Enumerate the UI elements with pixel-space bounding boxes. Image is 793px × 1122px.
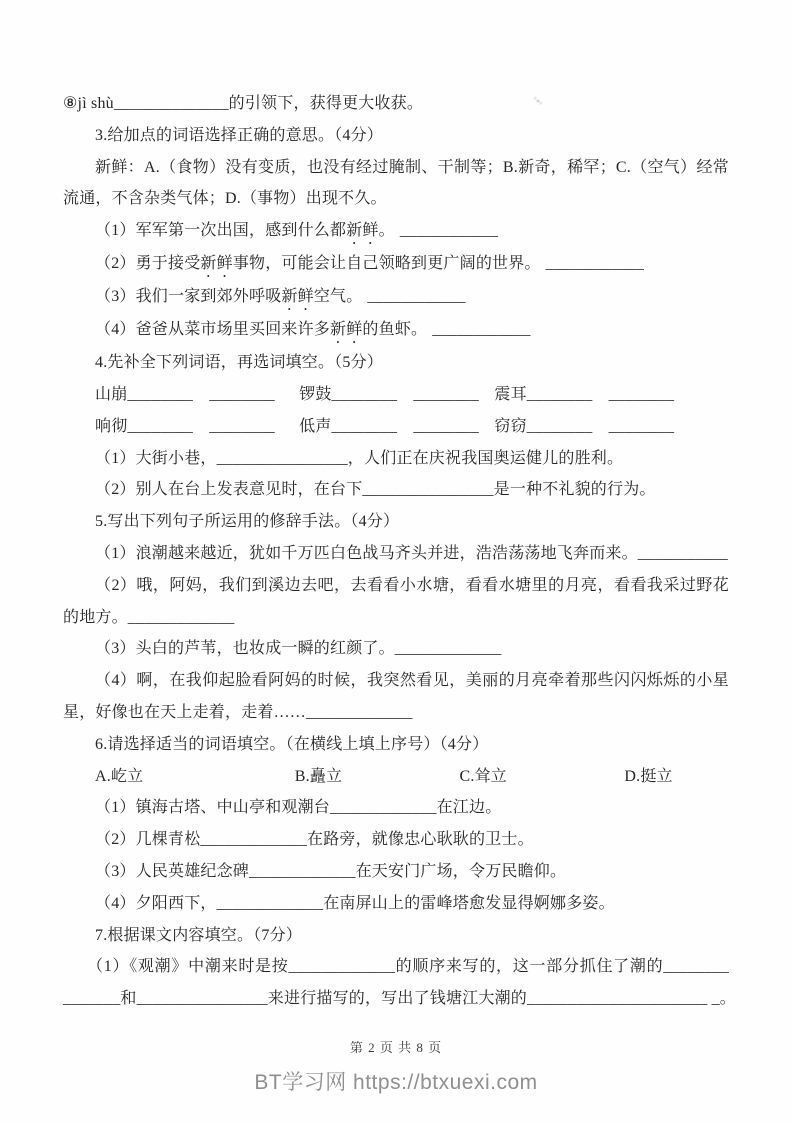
q5-item-4-line-2: 星，好像也在天上走着，走着……_____________ <box>63 703 413 721</box>
q6-item-4: （4）夕阳西下，_____________在南屏山上的雷峰塔愈发显得婀娜多姿。 <box>95 894 615 912</box>
q3-item-4-emphasized-word: 新鲜 <box>330 321 363 339</box>
q4-word-row-1 <box>63 379 729 411</box>
q6-option-a: A.屹立 <box>95 767 144 785</box>
q5-item-4-line-1: （4）啊，在我仰起脸看阿妈的时候，我突然看见，美丽的月亮牵着那些闪闪烁烁的小星 <box>95 672 729 690</box>
watermark: BT学习网 https://btxuexi.com <box>254 1070 538 1094</box>
q4-item-2: （2）别人在台上发表意见时，在台下________________是一种不礼貌的行为。 <box>95 481 656 499</box>
q6-item-3: （3）人民英雄纪念碑_____________在天安门广场，令万民瞻仰。 <box>95 862 567 880</box>
q3-item-3-answer-blank: ____________ <box>367 288 466 306</box>
q6-title: 6.请选择适当的词语填空。（在横线上填上序号）（4分） <box>95 735 489 753</box>
q6-option-d: D.挺立 <box>624 767 673 785</box>
q6-item-1: （1）镇海古塔、中山亭和观潮台_____________在江边。 <box>95 799 502 817</box>
q3-item-2-text: （2）勇于接受 <box>95 255 201 273</box>
q3-item-1-text-after: 。 <box>378 222 395 240</box>
q6-option-c: C.耸立 <box>459 767 508 785</box>
q3-item-4-text-after: 的鱼虾。 <box>362 321 428 339</box>
q5-item-2-line-2: 的地方。_____________ <box>63 608 235 626</box>
q3-item-3-emphasized-word: 新鲜 <box>281 288 314 306</box>
q3-item-4-answer-blank: ____________ <box>432 321 531 339</box>
q3-definition-line-1: 新鲜：A.（食物）没有变质，也没有经过腌制、干制等；B.新奇，稀罕；C.（空气）经常 <box>95 158 729 176</box>
q4-group-zhener: 震耳________ ________ <box>494 385 675 403</box>
q5-item-3: （3）头白的芦苇，也妆成一瞬的红颜了。_____________ <box>95 640 502 658</box>
q7-title: 7.根据课文内容填空。（7分） <box>95 926 303 944</box>
q4-group-qieqie: 窃窃________ ________ <box>494 417 675 435</box>
q4-word-row-2 <box>63 411 729 443</box>
q3-item-4-text: （4）爸爸从菜市场里买回来许多 <box>95 321 331 339</box>
q3-item-2-emphasized-word: 新鲜 <box>200 255 233 273</box>
q4-item-1: （1）大街小巷，________________，人们正在庆祝我国奥运健儿的胜利。 <box>95 449 624 467</box>
q3-item-1 <box>63 215 729 248</box>
q3-item-2-answer-blank: ____________ <box>545 255 645 273</box>
q7-item-1-line-1: （1）《观潮》中潮来时是按_____________的顺序来写的，这一部分抓住了潮的________ <box>87 958 729 976</box>
q3-item-4 <box>63 314 729 347</box>
q3-item-1-text: （1）军军第一次出国，感到什么都 <box>95 222 347 240</box>
q4-group-luogu: 锣鼓________ ________ <box>299 385 479 403</box>
q4-group-shanbeng: 山崩________ ________ <box>95 385 275 403</box>
q6-options-row <box>63 761 729 793</box>
q4-title: 4.先补全下列词语，再选词填空。（5分） <box>95 354 384 372</box>
q6-option-b: B.矗立 <box>294 767 343 785</box>
q3-item-1-answer-blank: ____________ <box>399 222 499 240</box>
page-number: 第 2 页 共 8 页 <box>349 1039 443 1055</box>
q3-title: 3.给加点的词语选择正确的意思。（4分） <box>95 126 384 144</box>
q3-item-3-text: （3）我们一家到郊外呼吸 <box>95 288 282 306</box>
q3-item-3-text-after: 空气。 <box>313 288 363 306</box>
q3-item-1-emphasized-word: 新鲜 <box>346 222 379 240</box>
q3-definition-line-2: 流通，不含杂类气体；D.（事物）出现不久。 <box>63 190 387 208</box>
q3-item-3 <box>63 281 729 314</box>
q7-item-1-line-2: _______和________________来进行描写的，写出了钱塘江大潮的______________________ _。 <box>63 990 737 1008</box>
q2-item-8: ⑧jì shù______________的引领下，获得更大收获。 <box>63 95 424 112</box>
q5-title: 5.写出下列句子所运用的修辞手法。（4分） <box>95 513 400 531</box>
q6-item-2: （2）几棵青松_____________在路旁，就像忠心耿耿的卫士。 <box>95 831 534 849</box>
q4-group-xiangche: 响彻________ ________ <box>95 417 275 435</box>
scan-artifact <box>531 94 545 108</box>
q3-item-2-text-after: 事物，可能会让自己领略到更广阔的世界。 <box>232 255 541 273</box>
q5-item-1: （1）浪潮越来越近，犹如千万匹白色战马齐头并进，浩浩荡荡地飞奔而来。___________ <box>95 544 729 562</box>
q3-item-2 <box>63 248 729 281</box>
q4-group-disheng: 低声________ ________ <box>299 417 479 435</box>
q5-item-2-line-1: （2）哦，阿妈，我们到溪边去吧，去看看小水塘，看看水塘里的月亮，看看我采过野花 <box>95 576 729 594</box>
